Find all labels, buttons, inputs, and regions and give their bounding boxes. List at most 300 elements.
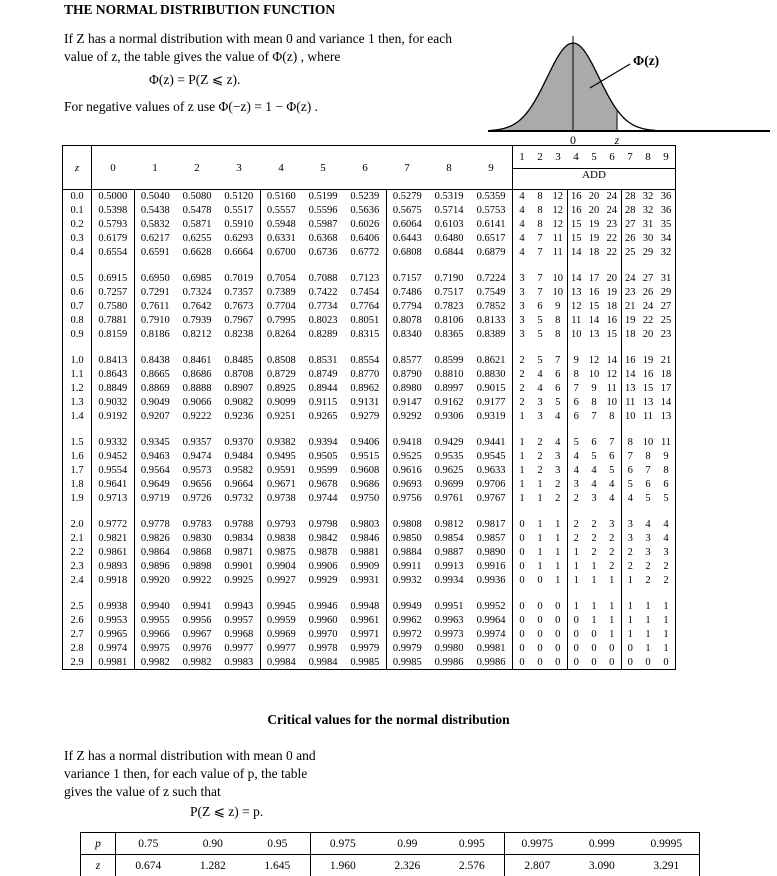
add-cell: 6 (645, 479, 651, 490)
add-cell: 1 (567, 600, 585, 614)
phi-cell: 0.5832 (134, 218, 176, 232)
spacer-cell (428, 506, 470, 518)
phi-cell: 0.9474 (182, 451, 212, 462)
phi-cell: 0.9945 (260, 600, 302, 614)
add-cell: 11 (606, 383, 617, 394)
add-cell: 4 (567, 450, 585, 464)
phi-cell: 0.8413 (92, 354, 135, 368)
spacer-cell (603, 588, 621, 600)
add-cell: 1 (591, 601, 597, 612)
add-cell: 13 (588, 329, 600, 340)
phi-cell: 0.7224 (476, 273, 506, 284)
phi-cell: 0.9616 (386, 464, 428, 478)
spacer-cell (603, 424, 621, 436)
spacer-cell (567, 506, 585, 518)
add-cell: 11 (660, 437, 672, 448)
add-digit-header: 8 (639, 146, 657, 169)
phi-cell: 0.8997 (434, 383, 464, 394)
add-cell: 4 (555, 437, 561, 448)
add-digit-header: 6 (603, 146, 621, 169)
add-cell: 4 (537, 383, 543, 394)
phi-cell: 0.9099 (260, 396, 302, 410)
phi-cell: 0.9625 (434, 465, 464, 476)
add-cell: 10 (567, 328, 585, 342)
phi-cell: 0.9961 (350, 615, 380, 626)
phi-cell: 0.9878 (308, 547, 338, 558)
spacer-cell (428, 424, 470, 436)
phi-cell: 0.9938 (92, 600, 135, 614)
intro-paragraph (64, 30, 452, 66)
add-cell: 1 (621, 574, 639, 588)
phi-cell: 0.9732 (224, 493, 254, 504)
spacer-cell (428, 342, 470, 354)
add-cell: 1 (567, 560, 585, 574)
shaded-area (488, 43, 617, 131)
add-cell: 14 (660, 397, 672, 408)
spacer-cell (639, 342, 657, 354)
phi-cell: 0.8749 (308, 369, 338, 380)
add-cell: 18 (660, 369, 672, 380)
spacer-cell (63, 588, 92, 600)
z-row-label: 2.7 (70, 629, 84, 640)
add-cell: 0 (609, 643, 615, 654)
spacer-cell (92, 424, 135, 436)
phi-cell: 0.6879 (476, 247, 506, 258)
phi-cell: 0.9906 (308, 561, 338, 572)
phi-cell: 0.9678 (308, 479, 338, 490)
add-cell: 0 (567, 614, 585, 628)
add-cell: 0 (555, 601, 561, 612)
spacer-cell (218, 260, 260, 272)
phi-cell: 0.5120 (224, 191, 254, 203)
critical-line-3: gives the value of z such that (64, 784, 221, 799)
add-cell: 12 (552, 191, 563, 203)
phi-cell: 0.7673 (224, 301, 254, 312)
add-cell: 1 (663, 643, 669, 654)
add-cell: 0 (555, 615, 561, 626)
phi-cell: 0.9949 (386, 600, 428, 614)
phi-cell: 0.5279 (386, 190, 428, 204)
block-spacer-row (63, 260, 676, 272)
phi-cell: 0.9015 (476, 383, 506, 394)
add-cell: 14 (567, 246, 585, 260)
add-cell: 4 (609, 479, 615, 490)
add-cell: 20 (588, 205, 600, 216)
add-cell: 2 (645, 575, 651, 586)
phi-cell: 0.6808 (386, 246, 428, 260)
phi-cell: 0.9962 (386, 614, 428, 628)
phi-cell: 0.8907 (224, 383, 254, 394)
add-cell: 12 (552, 219, 563, 230)
phi-cell: 0.9982 (182, 656, 212, 668)
phi-cell: 0.8159 (92, 328, 135, 342)
phi-cell: 0.8365 (434, 329, 464, 340)
add-cell: 1 (513, 478, 532, 492)
z-row-label: 2.4 (70, 575, 84, 586)
add-cell: 1 (555, 561, 561, 572)
spacer-cell (603, 342, 621, 354)
phi-cell: 0.9850 (386, 532, 428, 546)
add-cell: 13 (567, 286, 585, 300)
spacer-cell (603, 506, 621, 518)
table-row (63, 518, 676, 532)
z-row-label: 0.7 (70, 301, 84, 312)
phi-cell: 0.7454 (350, 287, 380, 298)
table-row (63, 532, 676, 546)
phi-cell: 0.9564 (134, 464, 176, 478)
add-cell: 11 (642, 411, 654, 422)
add-cell: 10 (621, 410, 639, 424)
phi-cell: 0.9686 (350, 479, 380, 490)
spacer-cell (260, 506, 302, 518)
add-cell: 13 (660, 411, 672, 422)
phi-cell: 0.5438 (134, 204, 176, 218)
phi-cell: 0.8438 (134, 354, 176, 368)
phi-cell: 0.9887 (434, 547, 464, 558)
spacer-cell (134, 506, 176, 518)
phi-cell: 0.9890 (476, 547, 506, 558)
phi-cell: 0.5000 (92, 190, 135, 204)
phi-cell: 0.9767 (476, 493, 506, 504)
phi-cell: 0.9901 (224, 561, 254, 572)
spacer-cell (386, 260, 428, 272)
phi-cell: 0.9986 (476, 656, 506, 668)
spacer-cell (549, 588, 567, 600)
add-cell: 1 (537, 533, 543, 544)
phi-cell: 0.9854 (434, 533, 464, 544)
add-cell: 16 (588, 287, 600, 298)
z-value-cell: 1.960 (329, 859, 356, 872)
add-cell: 6 (567, 396, 585, 410)
add-cell: 1 (663, 629, 669, 640)
add-cell: 1 (645, 615, 651, 626)
add-cell: 4 (513, 218, 532, 232)
add-cell: 3 (645, 533, 651, 544)
add-cell: 1 (513, 492, 532, 506)
phi-cell: 0.7995 (260, 314, 302, 328)
spacer-cell (567, 588, 585, 600)
z-row-label: 1.5 (70, 437, 84, 448)
add-cell: 19 (606, 287, 617, 298)
phi-cell: 0.9821 (92, 532, 135, 546)
z-row-label: 0.8 (70, 315, 84, 326)
add-cell: 1 (537, 493, 543, 504)
phi-cell: 0.9495 (260, 450, 302, 464)
phi-cell: 0.7257 (92, 286, 135, 300)
spacer-cell (639, 424, 657, 436)
add-cell: 0 (555, 629, 561, 640)
add-cell: 7 (567, 382, 585, 396)
phi-cell: 0.5040 (134, 190, 176, 204)
add-cell: 3 (555, 465, 561, 476)
phi-cell: 0.9985 (386, 656, 428, 670)
add-cell: 2 (537, 465, 543, 476)
add-cell: 2 (663, 561, 669, 572)
table-row (63, 410, 676, 424)
phi-cell: 0.8485 (224, 355, 254, 366)
spacer-cell (549, 506, 567, 518)
spacer-cell (302, 506, 344, 518)
phi-cell: 0.5239 (350, 191, 380, 203)
phi-cell: 0.9932 (386, 574, 428, 588)
add-cell: 2 (609, 533, 615, 544)
phi-cell: 0.9719 (134, 492, 176, 506)
z-row-label: 2.3 (70, 561, 84, 572)
phi-cell: 0.9834 (224, 533, 254, 544)
z-value-cell: 2.326 (394, 859, 421, 872)
phi-cell: 0.7967 (224, 315, 254, 326)
add-cell: 10 (552, 273, 563, 284)
z-tick-label: z (614, 133, 620, 147)
add-label: ADD (513, 169, 676, 190)
add-cell: 12 (606, 369, 617, 380)
phi-cell: 0.9429 (434, 437, 464, 448)
add-cell: 7 (555, 355, 561, 366)
phi-cell: 0.9884 (386, 546, 428, 560)
add-digit-header: 4 (567, 146, 585, 169)
phi-cell: 0.9192 (92, 410, 135, 424)
normal-distribution-table (62, 145, 676, 670)
z-row-label: 1.4 (70, 411, 84, 422)
add-cell: 3 (537, 397, 543, 408)
phi-cell: 0.7549 (476, 287, 506, 298)
phi-cell: 0.9979 (350, 643, 380, 654)
phi-cell: 0.9972 (386, 628, 428, 642)
phi-cell: 0.5793 (92, 218, 135, 232)
phi-cell: 0.9968 (224, 629, 254, 640)
add-cell: 31 (660, 273, 672, 284)
add-cell: 3 (555, 451, 561, 462)
add-cell: 20 (642, 329, 654, 340)
phi-cell: 0.6736 (308, 247, 338, 258)
phi-cell: 0.8944 (308, 383, 338, 394)
spacer-cell (621, 342, 639, 354)
area-label: Φ(z) (633, 53, 660, 68)
add-cell: 21 (660, 355, 672, 366)
add-cell: 16 (642, 369, 654, 380)
phi-cell: 0.9817 (476, 519, 506, 530)
spacer-cell (134, 424, 176, 436)
phi-cell: 0.9049 (134, 396, 176, 410)
add-cell: 9 (567, 354, 585, 368)
add-cell: 22 (606, 247, 617, 258)
phi-cell: 0.8665 (134, 368, 176, 382)
add-cell: 2 (645, 561, 651, 572)
phi-cell: 0.9974 (476, 629, 506, 640)
phi-cell: 0.9826 (134, 532, 176, 546)
spacer-cell (134, 588, 176, 600)
add-cell: 4 (513, 190, 532, 204)
z-row-label: 2.9 (70, 656, 84, 668)
spacer-cell (513, 342, 532, 354)
add-cell: 0 (591, 629, 597, 640)
phi-cell: 0.9846 (350, 533, 380, 544)
spacer-cell (585, 260, 603, 272)
add-cell: 6 (609, 451, 615, 462)
z-row-label: 1.6 (70, 451, 84, 462)
spacer-cell (63, 342, 92, 354)
phi-cell: 0.9940 (134, 600, 176, 614)
add-cell: 3 (513, 328, 532, 342)
phi-cell: 0.9967 (182, 629, 212, 640)
add-cell: 16 (567, 190, 585, 204)
add-cell: 0 (555, 656, 561, 668)
phi-cell: 0.9838 (260, 532, 302, 546)
digit-header: 6 (344, 146, 386, 190)
add-cell: 0 (621, 656, 639, 670)
spacer-cell (344, 342, 386, 354)
phi-cell: 0.9788 (224, 519, 254, 530)
block-spacer-row (63, 424, 676, 436)
phi-cell: 0.9868 (182, 547, 212, 558)
table-row (63, 546, 676, 560)
p-value-cell: 0.995 (440, 833, 505, 855)
spacer-cell (428, 588, 470, 600)
phi-cell: 0.9066 (182, 397, 212, 408)
spacer-cell (621, 588, 639, 600)
add-cell: 0 (567, 628, 585, 642)
add-cell: 29 (642, 247, 654, 258)
add-cell: 18 (606, 301, 617, 312)
table-row (63, 574, 676, 588)
add-cell: 8 (567, 368, 585, 382)
table-row (63, 204, 676, 218)
phi-cell: 0.7881 (92, 314, 135, 328)
add-cell: 1 (591, 561, 597, 572)
spacer-cell (260, 424, 302, 436)
add-cell: 11 (567, 314, 585, 328)
add-cell: 0 (513, 656, 532, 670)
add-cell: 14 (588, 315, 600, 326)
add-cell: 36 (660, 191, 672, 203)
phi-cell: 0.6480 (434, 233, 464, 244)
phi-cell: 0.6985 (182, 273, 212, 284)
phi-cell: 0.6179 (92, 232, 135, 246)
phi-cell: 0.9382 (260, 436, 302, 450)
phi-cell: 0.5398 (92, 204, 135, 218)
table-row (63, 218, 676, 232)
phi-cell: 0.8869 (134, 382, 176, 396)
phi-cell: 0.9535 (434, 451, 464, 462)
phi-cell: 0.8790 (386, 368, 428, 382)
phi-cell: 0.7642 (182, 301, 212, 312)
add-cell: 1 (555, 519, 561, 530)
intro-line-1: If Z has a normal distribution with mean 0 and variance 1 then, for each (64, 31, 452, 46)
phi-cell: 0.5871 (182, 219, 212, 230)
phi-cell: 0.9582 (224, 465, 254, 476)
phi-cell: 0.7580 (92, 300, 135, 314)
add-cell: 7 (645, 465, 651, 476)
add-cell: 32 (660, 247, 672, 258)
add-cell: 2 (591, 533, 597, 544)
add-cell: 3 (609, 519, 615, 530)
spacer-cell (63, 506, 92, 518)
add-cell: 11 (621, 396, 639, 410)
add-cell: 0 (513, 560, 532, 574)
z-row-label: 1.9 (70, 493, 84, 504)
phi-cell: 0.7054 (260, 272, 302, 286)
phi-cell: 0.9505 (308, 451, 338, 462)
critical-values-table-body (81, 833, 700, 876)
phi-cell: 0.9463 (134, 450, 176, 464)
add-cell: 0 (645, 656, 651, 668)
critical-line-2: variance 1 then, for each value of p, the table (64, 766, 308, 781)
add-cell: 2 (591, 519, 597, 530)
add-cell: 8 (537, 219, 543, 230)
phi-cell: 0.9671 (260, 478, 302, 492)
phi-cell: 0.9279 (350, 411, 380, 422)
phi-cell: 0.9984 (308, 656, 338, 668)
add-cell: 23 (621, 286, 639, 300)
add-cell: 0 (513, 574, 532, 588)
phi-cell: 0.6141 (476, 219, 506, 230)
add-cell: 1 (567, 546, 585, 560)
phi-cell: 0.8212 (182, 329, 212, 340)
spacer-cell (470, 588, 513, 600)
add-cell: 28 (621, 204, 639, 218)
phi-cell: 0.9633 (476, 465, 506, 476)
add-cell: 24 (642, 301, 654, 312)
phi-cell: 0.9370 (224, 437, 254, 448)
phi-cell: 0.7389 (260, 286, 302, 300)
add-cell: 7 (537, 273, 543, 284)
z-row-label: 0.6 (70, 287, 84, 298)
table-row (63, 300, 676, 314)
digit-header: 7 (386, 146, 428, 190)
add-cell: 16 (606, 315, 617, 326)
digit-header: 4 (260, 146, 302, 190)
spacer-cell (621, 424, 639, 436)
phi-cell: 0.9761 (434, 493, 464, 504)
phi-cell: 0.8106 (434, 315, 464, 326)
add-cell: 17 (588, 273, 600, 284)
phi-cell: 0.9115 (308, 397, 338, 408)
phi-cell: 0.9842 (308, 533, 338, 544)
add-cell: 10 (552, 287, 563, 298)
phi-cell: 0.8238 (224, 329, 254, 340)
add-digit-header: 5 (585, 146, 603, 169)
phi-cell: 0.9977 (260, 642, 302, 656)
phi-cell: 0.8554 (350, 355, 380, 366)
phi-cell: 0.9864 (134, 546, 176, 560)
add-cell: 1 (645, 629, 651, 640)
add-cell: 19 (621, 314, 639, 328)
phi-cell: 0.7611 (134, 300, 176, 314)
add-cell: 2 (621, 560, 639, 574)
normal-table-body (63, 190, 676, 670)
add-cell: 7 (537, 247, 543, 258)
spacer-cell (344, 260, 386, 272)
table-row (63, 560, 676, 574)
phi-cell: 0.8133 (476, 315, 506, 326)
phi-cell: 0.9960 (308, 615, 338, 626)
phi-cell: 0.8051 (350, 315, 380, 326)
spacer-cell (260, 342, 302, 354)
add-cell: 22 (606, 233, 617, 244)
spacer-cell (428, 260, 470, 272)
spacer-cell (134, 342, 176, 354)
digit-header: 5 (302, 146, 344, 190)
add-cell: 6 (591, 437, 597, 448)
phi-cell: 0.9936 (476, 575, 506, 586)
phi-cell: 0.5199 (308, 191, 338, 203)
phi-cell: 0.9861 (92, 546, 135, 560)
add-cell: 10 (642, 437, 654, 448)
add-cell: 2 (513, 396, 532, 410)
phi-cell: 0.7517 (434, 287, 464, 298)
add-cell: 27 (621, 218, 639, 232)
z-row-label: 1.7 (70, 465, 84, 476)
